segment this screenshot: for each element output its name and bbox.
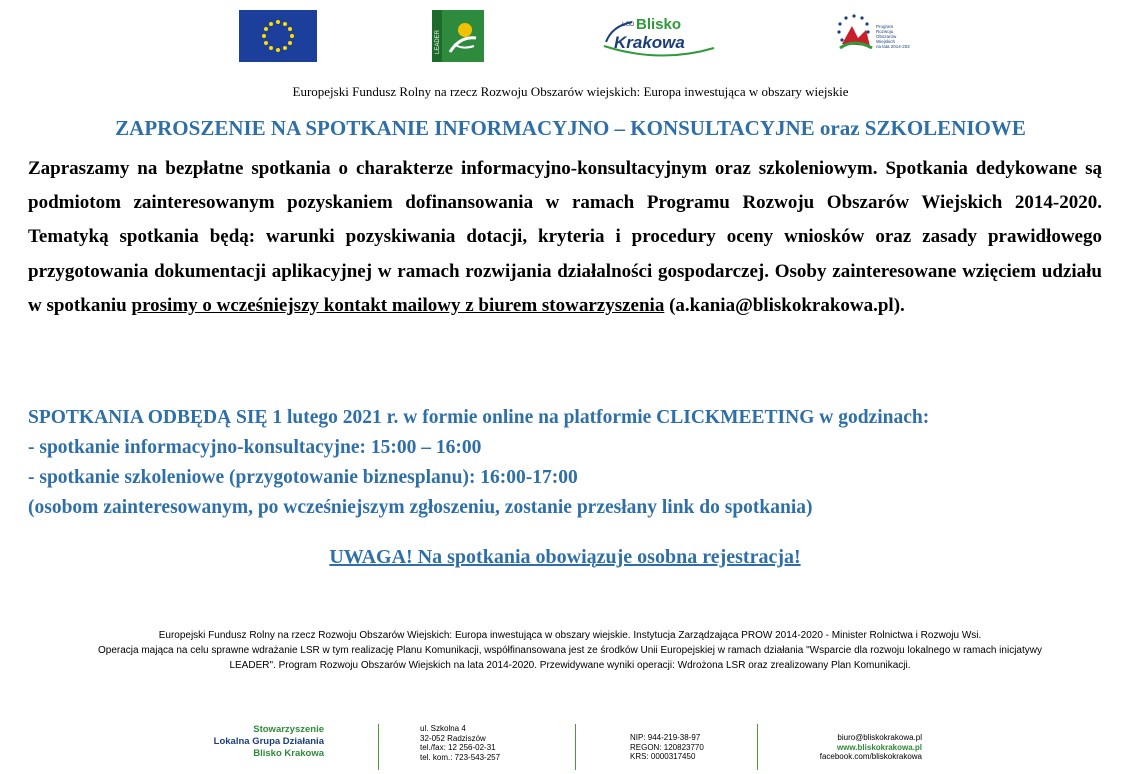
intro-paragraph [28,152,1102,323]
meeting-date-line: SPOTKANIA ODBĘDĄ SIĘ 1 lutego 2021 r. w formie online na platformie CLICKMEETING w godzinach: [28,407,930,428]
intro-text: Zapraszamy na bezpłatne spotkania o charakterze informacyjno-konsultacyjnym oraz szkoleniowym. Spotkania dedykowane są podmiotom zainteresowanym pozyskaniem dofinansowania w ramach Programu Rozwoju Obszarów Wiejskich 2014-2020. Tematyką spotkania będą: warunki pozyskiwania dotacji, kryteria i procedury oceny wniosków oraz zasady prawidłowego przygotowania dokumentacji aplikacyjnej w ramach rozwijania działalności gospodarczej. Osoby zainteresowane wzięciem udziału w spotkaniu [28,158,1102,316]
address-street: ul. Szkolna 4 [420,724,466,733]
address-city: 32-052 Radziszów [420,733,486,743]
divider [378,724,379,770]
org-regon: REGON: 120823770 [630,742,704,752]
meeting-training-line: - spotkanie szkoleniowe (przygotowanie biznesplanu): 16:00-17:00 [28,467,578,488]
org-nip: NIP: 944-219-38-97 [630,733,701,742]
org-address [420,724,570,762]
page-title: ZAPROSZENIE NA SPOTKANIE INFORMACYJNO – KONSULTACYJNE oraz SZKOLENIOWE [115,116,1026,140]
org-website-link[interactable]: www.bliskokrakowa.pl [836,742,922,752]
footer-line-2: Operacja mająca na celu sprawne wdrażanie LSR w tym realizację Planu Komunikacji, współfinansowana jest ze środków Unii Europejskiej w ramach działania "Wsparcie dla rozwoju lokalnego w ramach inicjatywy [98,645,1042,656]
org-krs: KRS: 0000317450 [630,752,696,761]
org-facebook-link[interactable]: facebook.com/bliskokrakowa [819,752,922,761]
footer-line-1: Europejski Fundusz Rolny na rzecz Rozwoju Obszarów Wiejskich: Europa inwestująca w obszary wiejskie. Instytucja Zarządzająca PROW 2014-2020 - Minister Rolnictwa i Rozwoju Wsi. [158,630,982,641]
org-name-line-2: Lokalna Grupa Działania [213,736,324,747]
registration-warning: UWAGA! Na spotkania obowiązuje osobna rejestracja! [329,546,801,568]
eu-flag-logo [239,10,317,62]
svg-text:Krakowa: Krakowa [614,33,685,52]
lgd-blisko-krakowa-logo [600,12,718,60]
meeting-link-note: (osobom zainteresowanym, po wcześniejszym zgłoszeniu, zostanie przesłany link do spotkania) [28,497,813,518]
svg-text:ProgramRozwojuObszarówWiejskic: Program Rozwoju Obszarów Wiejskich na lata 2014-2020 [876,24,910,49]
email-note: (a.kania@bliskokrakowa.pl). [664,294,905,316]
meeting-info [28,403,1128,523]
address-phone: tel./fax: 12 256-02-31 [420,743,496,752]
divider [575,724,576,770]
leader-emblem-icon [432,10,484,62]
leader-vertical-text: LEADER [435,29,441,54]
org-name [196,724,324,760]
svg-text:Blisko: Blisko [636,16,682,33]
leader-logo [432,10,484,62]
org-name-line-1: Stowarzyszenie [253,724,324,735]
eu-stars-icon [239,10,317,62]
org-contact [782,733,922,762]
divider [757,724,758,770]
footer-disclaimer [20,628,1120,673]
svg-text:LGD: LGD [622,22,635,28]
footer-line-3: LEADER". Program Rozwoju Obszarów Wiejskich na lata 2014-2020. Przewidywane wyniki operacji: Wdrożona LSR oraz zrealizowany Plan Komunikacji. [229,660,911,671]
prow-logo [830,8,910,64]
org-name-line-3: Blisko Krakowa [253,748,324,759]
contact-request: prosimy o wcześniejszy kontakt mailowy z biurem stowarzyszenia [131,294,665,316]
meeting-consult-line: - spotkanie informacyjno-konsultacyjne: 15:00 – 16:00 [28,437,482,458]
address-mobile: tel. kom.: 723-543-257 [420,752,501,762]
fund-caption: Europejski Fundusz Rolny na rzecz Rozwoju Obszarów wiejskich: Europa inwestująca w obszary wiejskie [292,84,849,99]
org-email-link[interactable]: biuro@bliskokrakowa.pl [837,733,922,742]
